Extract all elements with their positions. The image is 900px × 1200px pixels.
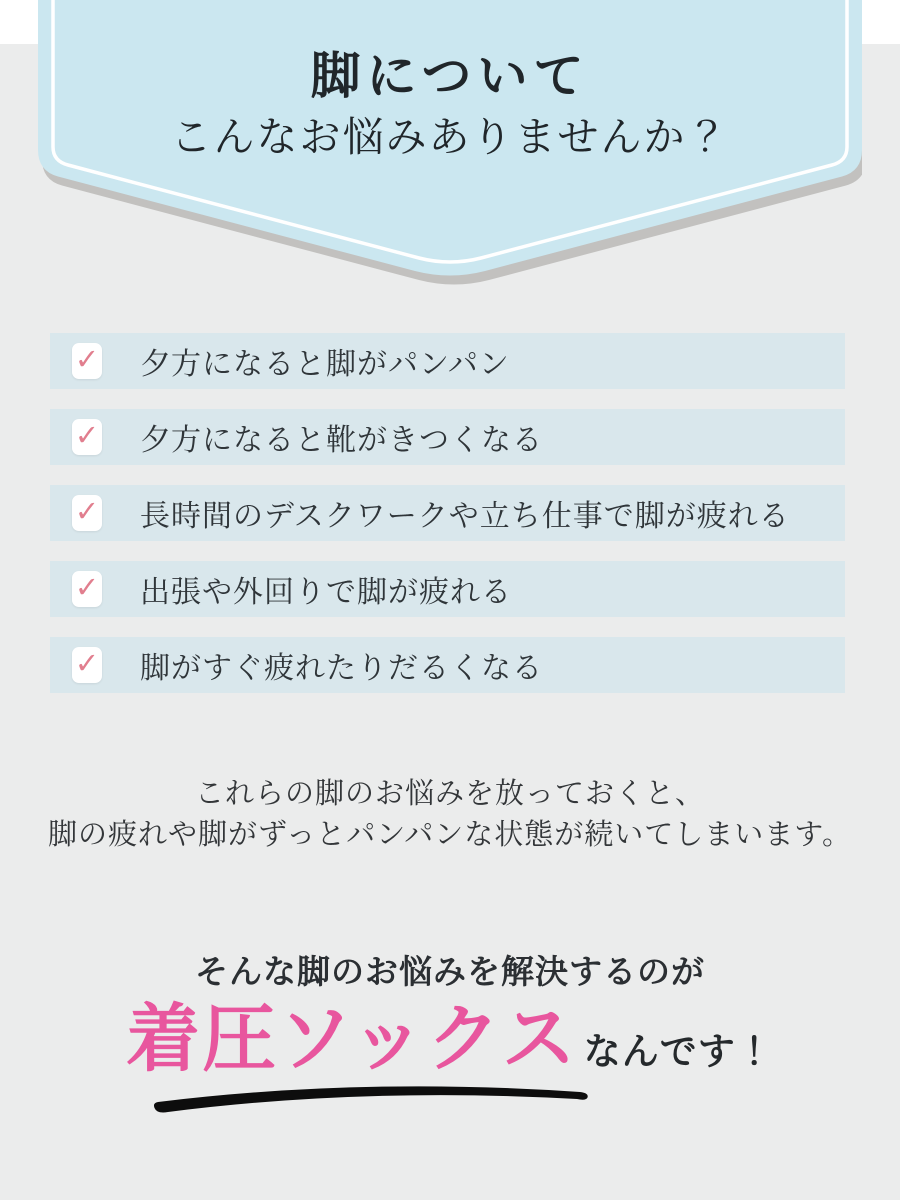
- checkbox: [72, 571, 102, 607]
- checklist-item: [50, 333, 845, 389]
- checkbox: [72, 343, 102, 379]
- banner-subtitle: こんなお悩みありませんか？: [170, 114, 730, 160]
- checklist-item-label: 脚がすぐ疲れたりだるくなる: [140, 652, 543, 685]
- solution-lead: そんな脚のお悩みを解決するのが: [195, 953, 705, 990]
- checklist-item: [50, 409, 845, 465]
- checklist-item-label: 夕方になると脚がパンパン: [140, 348, 510, 381]
- check-icon: ✓: [74, 495, 100, 528]
- checklist-item-label: 夕方になると靴がきつくなる: [140, 424, 543, 457]
- checklist-item: [50, 637, 845, 693]
- checklist-item: [50, 561, 845, 617]
- banner-title: 脚について: [310, 48, 590, 104]
- concern-checklist: [50, 333, 845, 713]
- warning-line-1: これらの脚のお悩みを放っておくと、: [194, 778, 705, 810]
- check-icon: ✓: [74, 647, 100, 680]
- checklist-item-label: 出張や外回りで脚が疲れる: [140, 576, 512, 609]
- checkbox: [72, 419, 102, 455]
- checklist-item: [50, 485, 845, 541]
- solution-suffix-text: なんです！: [583, 1031, 774, 1072]
- checkbox: [72, 647, 102, 683]
- solution-headline: [0, 997, 900, 1080]
- warning-line-2: 脚の疲れや脚がずっとパンパンな状態が続いてしまいます。: [48, 819, 852, 851]
- underline-swoosh: [150, 1080, 595, 1116]
- check-icon: ✓: [74, 343, 100, 376]
- warning-paragraph: [0, 774, 900, 856]
- check-icon: ✓: [74, 571, 100, 604]
- checklist-item-label: 長時間のデスクワークや立ち仕事で脚が疲れる: [140, 500, 790, 533]
- check-icon: ✓: [74, 419, 100, 452]
- checkbox: [72, 495, 102, 531]
- underline-swoosh-stroke: [154, 1086, 588, 1112]
- solution-highlight-text: 着圧ソックス: [126, 997, 578, 1080]
